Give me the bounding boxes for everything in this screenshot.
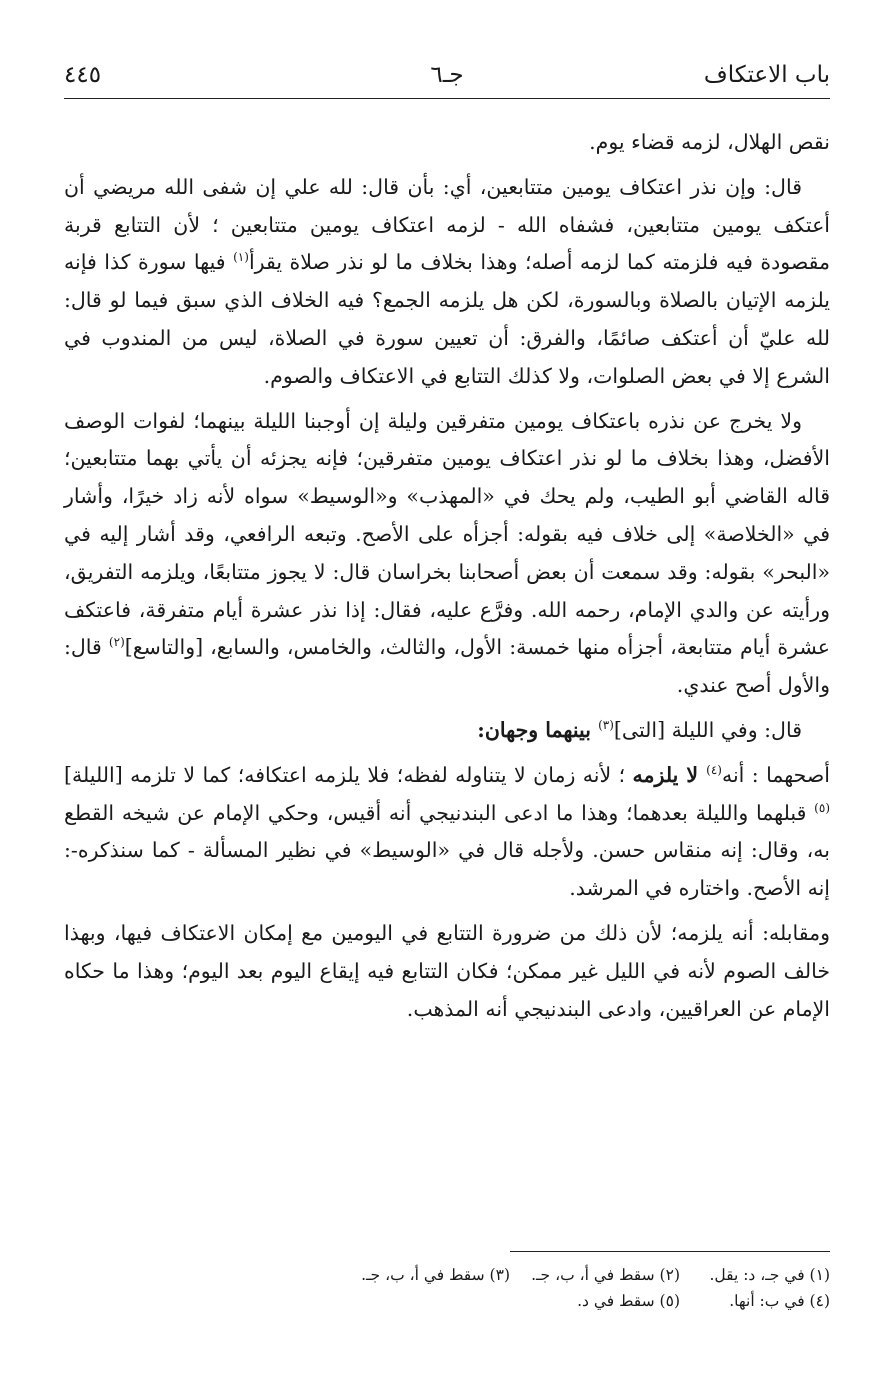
page-number: ٤٤٥ (64, 62, 102, 88)
footnote-5: (٥) سقط في د. (577, 1292, 680, 1310)
footnote-2: (٢) سقط في أ، ب، جـ. (531, 1266, 680, 1284)
footnote-row (64, 1262, 830, 1288)
footnotes (64, 1262, 830, 1314)
body-text (64, 124, 830, 1035)
footnote-rule (510, 1251, 830, 1252)
footnote-1: (١) في جـ، د: يقل. (709, 1266, 830, 1284)
paragraph: قال: وإن نذر اعتكاف يومين متتابعين، أي: بأن قال: لله علي إن شفى الله مريضي أن أعتكف يومين متتابعين، فشفاه الله - لزمه اعتكاف يومين متتابعين ؛ لأن التتابع قربة مقصودة فيه فلزمته كما لزمه أصله؛ وهذا بخلاف ما لو نذر صلاة يقرأ$^{(١)}$ فيها سورة كذا فإنه يلزمه الإتيان بالصلاة وبالسورة، لكن هل يلزمه الجمع؟ فيه الخلاف الذي سبق فيما لو قال: لله عليّ أن أعتكف صائمًا، والفرق: أن تعيين سورة في الصلاة، ليس من المندوب في الشرع إلا في بعض الصلوات، ولا كذلك التتابع في الاعتكاف والصوم. (64, 174, 830, 388)
page-header (64, 48, 830, 96)
footnote-ref: (١) (233, 250, 249, 265)
paragraph: قال: وفي الليلة [التى]$^{(٣)}$ بينهما وجهان: (477, 717, 802, 742)
footnote-ref: (٣) (598, 718, 614, 733)
footnote-3: (٣) سقط في أ، ب، جـ. (361, 1266, 510, 1284)
paragraph: نقص الهلال، لزمه قضاء يوم. (589, 130, 830, 154)
footnote-row (64, 1288, 830, 1314)
footnote-ref: (٥) (814, 800, 830, 815)
footnote-ref: (٢) (108, 635, 125, 650)
page (64, 48, 830, 1348)
paragraph: ومقابله: أنه يلزمه؛ لأن ذلك من ضرورة التتابع في اليومين مع إمكان الاعتكاف فيها، وبهذا خالف الصوم لأنه في الليل غير ممكن؛ فكان التتابع فيه إيقاع اليوم بعد اليوم؛ وهذا ما حكاه الإمام عن العراقيين، وادعى البندنيجي أنه المذهب. (64, 920, 830, 1021)
paragraph: أصحهما : أنه$^{(٤)}$ لا يلزمه ؛ لأنه زمان لا يتناوله لفظه؛ فلا يلزمه اعتكافه؛ كما لا تلزمه [الليلة]$^{(٥)}$ قبلهما والليلة بعدهما؛ وهذا ما ادعى البندنيجي أنه أقيس، وحكي الإمام عن شيخه القطع به، وقال: إنه منقاس حسن. ولأجله قال في «الوسيط» في نظير المسألة - كما سنذكره-: إنه الأصح. واختاره في المرشد. (64, 762, 830, 901)
header-rule (64, 98, 830, 99)
running-title: باب الاعتكاف (703, 62, 830, 88)
footnote-4: (٤) في ب: أنها. (729, 1292, 830, 1310)
footnote-ref: (٤) (706, 762, 722, 777)
volume-label: جـ٦ (430, 62, 464, 88)
paragraph: ولا يخرج عن نذره باعتكاف يومين متفرقين وليلة إن أوجبنا الليلة بينهما؛ لفوات الوصف الأفضل، وهذا بخلاف ما لو نذر اعتكاف يومين متفرقين؛ فإنه يجزئه أن يأتي بهما متتابعين؛ قاله القاضي أبو الطيب، ولم يحك في «المهذب» و«الوسيط» سواه لأنه زاد خيرًا، وأشار في «الخلاصة» إلى خلاف فيه بقوله: أجزأه على الأصح. وتبعه الرافعي، وقد أشار إليه في «البحر» بقوله: وقد سمعت أن بعض أصحابنا بخراسان قال: لا يجوز متتابعًا، ويلزمه التفريق، ورأيته عن والدي الإمام، رحمه الله. وفرَّع عليه، فقال: إذا نذر عشرة أيام متفرقة، فاعتكف عشرة أيام متتابعة، أجزأه منها خمسة: الأول، والثالث، والخامس، والسابع، [والتاسع]$^{(٢)}$ قال: والأول أصح عندي. (64, 408, 830, 698)
